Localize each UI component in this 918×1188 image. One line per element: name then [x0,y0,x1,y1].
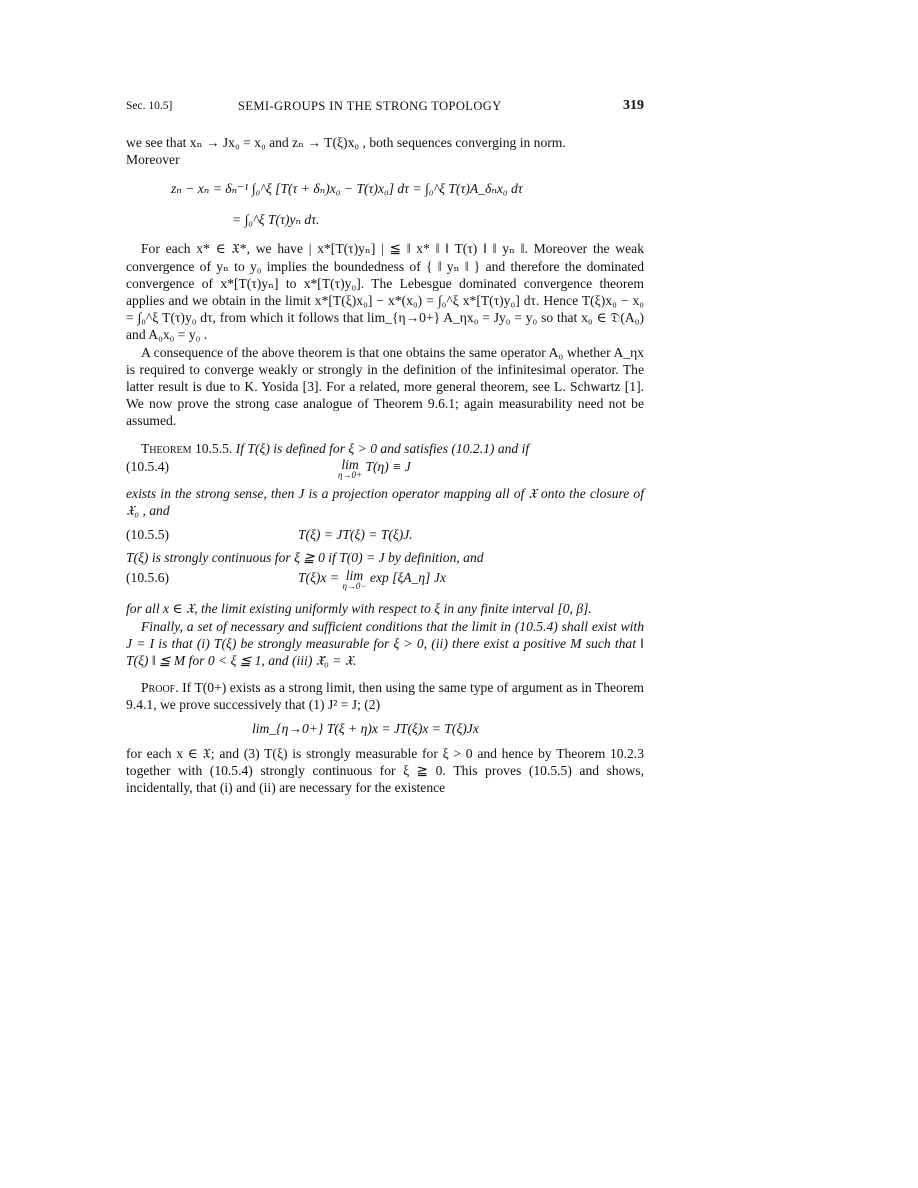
paragraph-dominated-convergence: For each x* ∈ 𝔛*, we have | x*[T(τ)yₙ] | ≦ ‖ x* ‖ ‖ T(τ) ‖ ‖ yₙ ‖. Moreover the weak convergence of yₙ to y₀ implies the boundedness of { ‖ yₙ ‖ } and therefore the dominated convergence of x*[T(τ)yₙ] to x*[T(τ)y₀]. The Lebesgue dominated convergence theorem applies and we obtain in the limit x*[T(ξ)x₀] − x*(x₀) = ∫₀^ξ x*[T(τ)y₀] dτ. Hence T(ξ)x₀ − x₀ = ∫₀^ξ T(τ)y₀ dτ, from which it follows that lim_{η→0+} A_ηx₀ = Jy₀ = y₀ so that x₀ ∈ 𝔇(A₀) and A₀x₀ = y₀ . [126,241,644,343]
theorem-necessary-sufficient: Finally, a set of necessary and sufficient conditions that the limit in (10.5.4) shall exist with J = I is that (i) T(ξ) be strongly measurable for ξ > 0, (ii) there exist a positive M such that ‖ T(ξ) ‖ ≦ M for 0 < ξ ≦ 1, and (iii) 𝔛̄₀ = 𝔛. [126,618,644,669]
equation-body: T(η) ≡ J [365,458,411,474]
running-title: SEMI-GROUPS IN THE STRONG TOPOLOGY [238,99,502,113]
equation-label: (10.5.5) [126,527,170,543]
section-label: Sec. 10.5] [126,100,173,112]
equation-10-5-4 [126,457,644,479]
book-page [126,96,644,796]
display-equation-1: zₙ − xₙ = δₙ⁻¹ ∫₀^ξ [T(τ + δₙ)x₀ − T(τ)x₀] dτ = ∫₀^ξ T(τ)A_δₙx₀ dτ [171,181,523,197]
equation-label: (10.5.6) [126,570,170,586]
proof-display-equation: lim_{η→0+} T(ξ + η)x = JT(ξ)x = T(ξ)Jx [252,720,479,736]
paragraph-moreover: Moreover [126,152,180,168]
equation-10-5-5 [126,525,644,547]
limit-operator: lim η→0+ [338,456,363,480]
theorem-statement [126,440,644,457]
proof-text: If T(0+) exists as a strong limit, then using the same type of argument as in Theorem 9.4.1, we prove successively that (1) J² = J; (2) [126,680,644,713]
limit-operator: lim η→0− [342,568,367,592]
theorem-head: Theorem [141,440,192,456]
paragraph-yosida: A consequence of the above theorem is that one obtains the same operator A₀ whether A_ηx is required to converge weakly or strongly in the definition of the infinitesimal operator. The latter result is due to K. Yosida [3]. For a related, more general theorem, see L. Schwartz [1]. We now prove the strong case analogue of Theorem 9.6.1; again measurability need not be assumed. [126,344,644,429]
display-equation-1-continued: = ∫₀^ξ T(τ)yₙ dτ. [232,212,320,228]
theorem-projection-clause: exists in the strong sense, then J is a projection operator mapping all of 𝔛 onto the closure of 𝔛₀ , and [126,485,644,519]
equation-rhs: exp [ξA_η] Jx [369,570,446,586]
theorem-continuity-clause: T(ξ) is strongly continuous for ξ ≧ 0 if T(0) = J by definition, and [126,550,484,566]
theorem-uniform-clause: for all x ∈ 𝔛, the limit existing uniformly with respect to ξ in any finite interval [0, β]. [126,601,592,617]
equation-10-5-6 [126,568,644,590]
proof-paragraph [126,679,644,713]
paragraph-convergence: we see that xₙ → Jx₀ = x₀ and zₙ → T(ξ)x₀ , both sequences converging in norm. [126,135,566,150]
equation-lhs: T(ξ)x = [298,570,340,586]
proof-head: Proof. [141,680,179,696]
equation-label: (10.5.4) [126,458,170,474]
running-header [126,96,644,118]
equation-body: T(ξ) = JT(ξ) = T(ξ)J. [298,527,413,543]
page-number: 319 [623,98,644,113]
theorem-intro: If T(ξ) is defined for ξ > 0 and satisfies (10.2.1) and if [235,440,530,456]
theorem-number: 10.5.5. [194,440,233,456]
proof-continuation: for each x ∈ 𝔛; and (3) T(ξ) is strongly measurable for ξ > 0 and hence by Theorem 10.2.3 together with (10.5.4) strongly continuous for ξ ≧ 0. This proves (10.5.5) and shows, incidentally, that (i) and (ii) are necessary for the existence [126,745,644,796]
